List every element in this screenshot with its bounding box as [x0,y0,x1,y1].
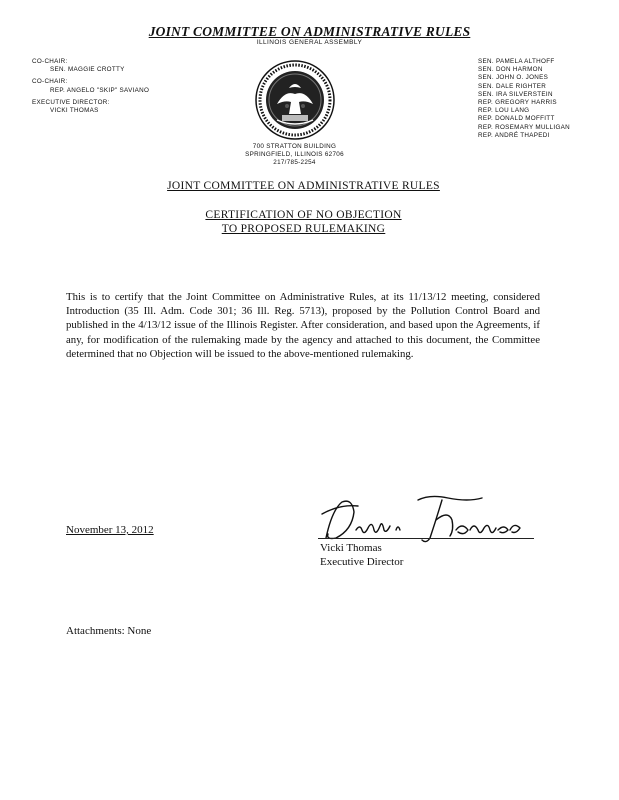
member-name: REP. ROSEMARY MULLIGAN [478,123,570,131]
certification-body: This is to certify that the Joint Committee on Administrative Rules, at its 11/13/12 meeting, considered Introduction (35 Ill. Adm. Code 301; 36 Ill. Reg. 5713), proposed by the Pollution Control Board and published in the 4/13/12 issue of the Illinois Register. After consideration, and based upon the Agreements, if any, for modification of the rulemaking made by the agency and attached to this document, the Committee determined that no Objection will be issued to the above-mentioned rulemaking. [66,291,540,360]
executive-director-label: EXECUTIVE DIRECTOR: [32,98,110,106]
address-phone: 217/785-2254 [273,159,316,167]
signer-name: Vicki Thomas [320,542,382,554]
member-name: REP. ANDRÉ THAPEDI [478,131,550,139]
document-heading: JOINT COMMITTEE ON ADMINISTRATIVE RULES [167,180,440,192]
members-list [478,58,570,140]
co-chair-name: SEN. MAGGIE CROTTY [50,66,125,74]
signature-line [318,538,534,539]
certification-date: November 13, 2012 [66,524,154,536]
office-address [0,143,589,168]
member-name: SEN. JOHN O. JONES [478,74,549,82]
assembly-name: ILLINOIS GENERAL ASSEMBLY [256,39,363,46]
state-seal-icon [255,60,335,140]
member-name: SEN. IRA SILVERSTEIN [478,90,553,98]
member-name: SEN. DON HARMON [478,66,543,74]
member-name: REP. DONALD MOFFITT [478,115,555,123]
member-name: SEN. PAMELA ALTHOFF [478,58,555,65]
co-chair-label: CO-CHAIR: [32,78,68,86]
member-name: REP. LOU LANG [478,107,530,115]
member-name: SEN. DALE RIGHTER [478,82,547,90]
attachments-note: Attachments: None [66,625,152,637]
co-chair-name: REP. ANGELO "SKIP" SAVIANO [50,86,150,94]
certification-title [0,208,607,236]
address-line: SPRINGFIELD, ILLINOIS 62706 [245,151,344,159]
address-line: 700 STRATTON BUILDING [252,143,337,150]
certification-title-line: CERTIFICATION OF NO OBJECTION [205,209,402,221]
signer-block [320,541,403,569]
co-chair-label: CO-CHAIR: [32,58,68,65]
co-chairs-block [32,58,149,115]
committee-title: JOINT COMMITTEE ON ADMINISTRATIVE RULES [148,24,471,39]
member-name: REP. GREGORY HARRIS [478,99,557,107]
executive-director-name: VICKI THOMAS [50,107,99,115]
certification-title-line: TO PROPOSED RULEMAKING [221,223,386,235]
signer-title: Executive Director [320,556,404,568]
